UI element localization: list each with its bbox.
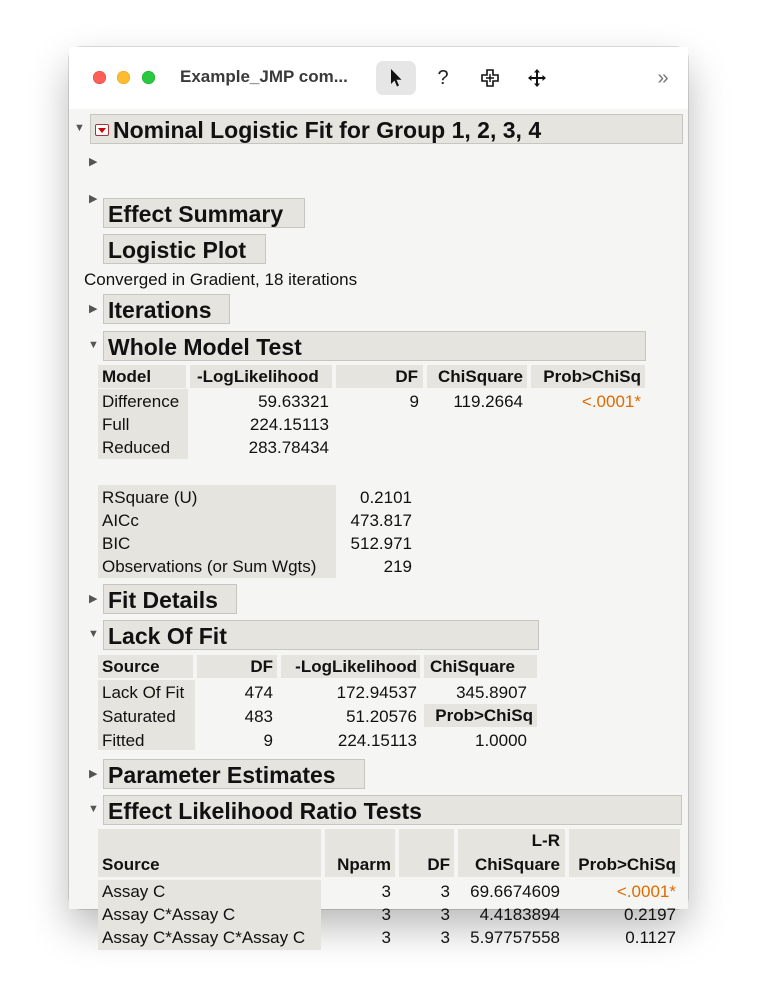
table-cell: 69.6674609 (470, 882, 560, 901)
table-cell: Assay C*Assay C (102, 905, 236, 924)
table-cell: 345.8907 (456, 683, 527, 702)
table-cell: 9 (263, 731, 273, 750)
close-window-button[interactable] (93, 71, 106, 84)
arrow-tool-button[interactable] (376, 61, 416, 95)
crosshair-icon (480, 68, 500, 88)
red-triangle-menu-icon[interactable] (95, 124, 109, 136)
table-cell: BIC (102, 534, 131, 553)
table-cell: 4.4183894 (479, 905, 560, 924)
table-cell: Lack Of Fit (102, 683, 185, 702)
help-tool-button[interactable] (423, 61, 463, 95)
help-icon: ? (437, 66, 449, 89)
report-window (69, 47, 688, 947)
table-cell: 3 (381, 882, 391, 901)
column-header: ChiSquare (474, 855, 560, 874)
outline-header-logistic-plot[interactable] (103, 234, 266, 264)
table-cell: 0.1127 (625, 928, 676, 947)
convergence-message: Converged in Gradient, 18 iterations (84, 270, 358, 289)
column-header: Prob>ChiSq (578, 855, 676, 874)
disclosure-closed-icon[interactable]: ▶ (89, 193, 98, 205)
disclosure-open-icon[interactable]: ▼ (88, 803, 99, 815)
disclosure-open-icon[interactable]: ▼ (74, 122, 85, 134)
move-icon (527, 68, 547, 88)
outline-header-whole-model-test[interactable] (103, 331, 646, 361)
significant-p-value: <.0001* (581, 392, 641, 411)
table-cell: 3 (381, 928, 391, 947)
table-cell: 283.78434 (248, 438, 329, 457)
table-cell: 1.0000 (475, 731, 527, 750)
table-cell: AICc (102, 511, 139, 530)
table-cell: Saturated (102, 707, 176, 726)
effect-lr-tests-label: Effect Likelihood Ratio Tests (108, 798, 422, 824)
column-header: Prob>ChiSq (424, 704, 537, 727)
table-cell: Full (102, 415, 130, 434)
selection-tool-button[interactable] (470, 61, 510, 95)
table-cell: RSquare (U) (102, 488, 198, 507)
column-header: Source (102, 855, 160, 874)
outline-header-lack-of-fit[interactable] (103, 620, 539, 650)
table-cell: 3 (440, 882, 450, 901)
table-cell: Assay C (102, 882, 166, 901)
window-title: Example_JMP com... (180, 67, 348, 86)
table-cell: 0.2101 (360, 488, 412, 507)
table-cell: 9 (409, 392, 419, 411)
table-cell: 3 (440, 905, 450, 924)
table-cell: 51.20576 (346, 707, 417, 726)
table-cell: 474 (244, 683, 273, 702)
effect-summary-label: Effect Summary (108, 201, 284, 227)
arrow-cursor-icon (389, 68, 403, 88)
column-header: Source (98, 655, 193, 678)
minimize-window-button[interactable] (117, 71, 130, 84)
disclosure-closed-icon[interactable]: ▶ (89, 156, 98, 168)
table-cell: Assay C*Assay C*Assay C (102, 928, 306, 947)
iterations-label: Iterations (108, 297, 212, 323)
table-cell: Fitted (102, 731, 145, 750)
table-cell: 3 (440, 928, 450, 947)
report-title: Nominal Logistic Fit for Group 1, 2, 3, 4 (113, 117, 542, 143)
table-cell: 512.971 (350, 534, 412, 553)
column-header: DF (336, 365, 423, 388)
chevron-right-double-icon: » (657, 66, 669, 89)
table-cell: Difference (102, 392, 180, 411)
column-header: -LogLikelihood (190, 365, 332, 388)
disclosure-closed-icon[interactable]: ▶ (89, 593, 98, 605)
report-content (69, 109, 688, 947)
outline-header-effect-lr-tests[interactable] (103, 795, 682, 825)
table-cell: Observations (or Sum Wgts) (102, 557, 317, 576)
table-cell: 119.2664 (453, 392, 523, 411)
table-cell: 483 (244, 707, 273, 726)
outline-header-iterations[interactable] (103, 294, 230, 324)
table-cell: Reduced (102, 438, 171, 457)
column-header: ChiSquare (427, 365, 527, 388)
outline-header-effect-summary[interactable] (103, 198, 305, 228)
disclosure-open-icon[interactable]: ▼ (88, 339, 99, 351)
column-header: L-R (531, 831, 560, 850)
table-cell: 59.63321 (258, 392, 329, 411)
table-cell: 3 (381, 905, 391, 924)
more-tools-button[interactable] (645, 61, 681, 95)
grabber-tool-button[interactable] (517, 61, 557, 95)
disclosure-closed-icon[interactable]: ▶ (89, 768, 98, 780)
column-header: ChiSquare (424, 655, 537, 678)
column-header: DF (197, 655, 277, 678)
lack-of-fit-label: Lack Of Fit (108, 623, 227, 649)
table-cell: 219 (383, 557, 412, 576)
parameter-estimates-label: Parameter Estimates (108, 762, 336, 788)
fit-details-label: Fit Details (108, 587, 218, 613)
zoom-window-button[interactable] (142, 71, 155, 84)
outline-header-fit-details[interactable] (103, 584, 237, 614)
disclosure-closed-icon[interactable]: ▶ (89, 303, 98, 315)
whole-model-test-label: Whole Model Test (108, 334, 302, 360)
table-cell: 5.97757558 (470, 928, 560, 947)
outline-header-parameter-estimates[interactable] (103, 759, 365, 789)
column-header: -LogLikelihood (281, 655, 420, 678)
column-header: Nparm (337, 855, 391, 874)
column-header: DF (427, 855, 450, 874)
table-cell: 224.15113 (249, 415, 329, 434)
table-cell: 0.2197 (624, 905, 676, 924)
table-cell: 172.94537 (336, 683, 417, 702)
outline-header-main[interactable] (90, 114, 683, 144)
column-header: Prob>ChiSq (531, 365, 645, 388)
disclosure-open-icon[interactable]: ▼ (88, 628, 99, 640)
table-cell: 473.817 (350, 511, 412, 530)
logistic-plot-label: Logistic Plot (108, 237, 246, 263)
table-cell: 224.15113 (337, 731, 417, 750)
significant-p-value: <.0001* (616, 882, 676, 901)
title-bar (69, 47, 688, 109)
column-header: Model (98, 365, 186, 388)
